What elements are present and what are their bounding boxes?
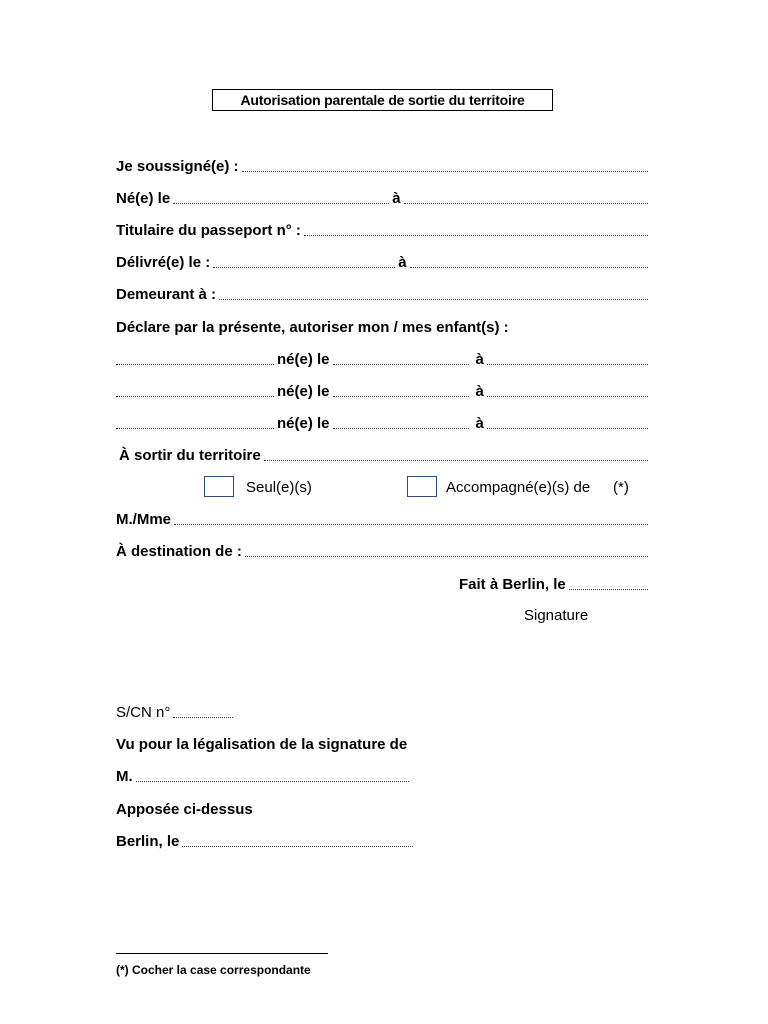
child-birth-date-field[interactable] [333, 361, 469, 365]
footnote-divider [116, 953, 328, 954]
scn-field[interactable] [173, 714, 233, 718]
address-row [116, 284, 651, 304]
address-label: Demeurant à : [116, 286, 217, 303]
issued-row [116, 252, 651, 272]
territory-label: À sortir du territoire [119, 447, 261, 464]
legalisation-name-field[interactable] [136, 778, 409, 782]
child-birth-date-field[interactable] [333, 393, 469, 397]
companion-row [116, 509, 651, 529]
child-name-field[interactable] [116, 393, 274, 397]
place-date-row [459, 574, 651, 594]
soussigne-field[interactable] [242, 168, 648, 172]
child-name-field[interactable] [116, 425, 274, 429]
soussigne-row [116, 156, 651, 176]
territory-row [119, 445, 651, 465]
child-name-field[interactable] [116, 361, 274, 365]
footnote-text: (*) Cocher la case correspondante [116, 963, 311, 977]
issued-place-field[interactable] [410, 264, 648, 268]
place-date-label: Fait à Berlin, le [459, 576, 566, 593]
birth-place-field[interactable] [404, 200, 648, 204]
address-field[interactable] [219, 296, 648, 300]
apposee-row [116, 799, 651, 819]
passport-field[interactable] [304, 232, 648, 236]
alone-checkbox[interactable] [204, 476, 234, 497]
child-birth-label: né(e) le [277, 415, 330, 432]
birth-date-label: Né(e) le [116, 190, 171, 207]
accompanied-checkbox[interactable] [407, 476, 437, 497]
child-birth-place-label: à [475, 383, 484, 400]
alone-label: Seul(e)(s) [246, 479, 312, 496]
birth-place-label: à [392, 190, 401, 207]
child-birth-label: né(e) le [277, 351, 330, 368]
companion-field[interactable] [174, 521, 648, 525]
footnote-marker: (*) [613, 479, 629, 496]
birth-row [116, 188, 651, 208]
legalisation-name-row [116, 766, 412, 786]
scn-row [116, 702, 236, 722]
declare-row [116, 317, 651, 337]
companion-label: M./Mme [116, 511, 172, 528]
passport-label: Titulaire du passeport n° : [116, 222, 301, 239]
legalisation-name-label: M. [116, 768, 133, 785]
child-row [116, 381, 651, 401]
declare-label: Déclare par la présente, autoriser mon / mes enfant(s) : [116, 319, 509, 336]
child-row [116, 349, 651, 369]
document-title: Autorisation parentale de sortie du territoire [212, 89, 553, 111]
destination-row [116, 541, 651, 561]
birth-date-field[interactable] [173, 200, 389, 204]
place-date-field[interactable] [569, 586, 648, 590]
child-birth-place-label: à [475, 351, 484, 368]
apposee-label: Apposée ci-dessus [116, 801, 253, 818]
child-birth-place-label: à [475, 415, 484, 432]
legalisation-date-label: Berlin, le [116, 833, 180, 850]
legalisation-row [116, 734, 651, 754]
destination-field[interactable] [245, 553, 648, 557]
passport-row [116, 220, 651, 240]
soussigne-label: Je soussigné(e) : [116, 158, 239, 175]
territory-field[interactable] [264, 457, 648, 461]
issued-place-label: à [398, 254, 407, 271]
accompanied-label: Accompagné(e)(s) de [446, 479, 591, 496]
child-birth-place-field[interactable] [487, 361, 648, 365]
scn-label: S/CN n° [116, 704, 171, 721]
destination-label: À destination de : [116, 543, 242, 560]
child-birth-label: né(e) le [277, 383, 330, 400]
legalisation-label: Vu pour la légalisation de la signature de [116, 736, 408, 753]
legalisation-date-row [116, 831, 416, 851]
child-birth-date-field[interactable] [333, 425, 469, 429]
child-birth-place-field[interactable] [487, 425, 648, 429]
issued-date-field[interactable] [213, 264, 395, 268]
legalisation-date-field[interactable] [182, 843, 413, 847]
child-row [116, 413, 651, 433]
signature-label: Signature [524, 607, 589, 624]
child-birth-place-field[interactable] [487, 393, 648, 397]
issued-date-label: Délivré(e) le : [116, 254, 211, 271]
